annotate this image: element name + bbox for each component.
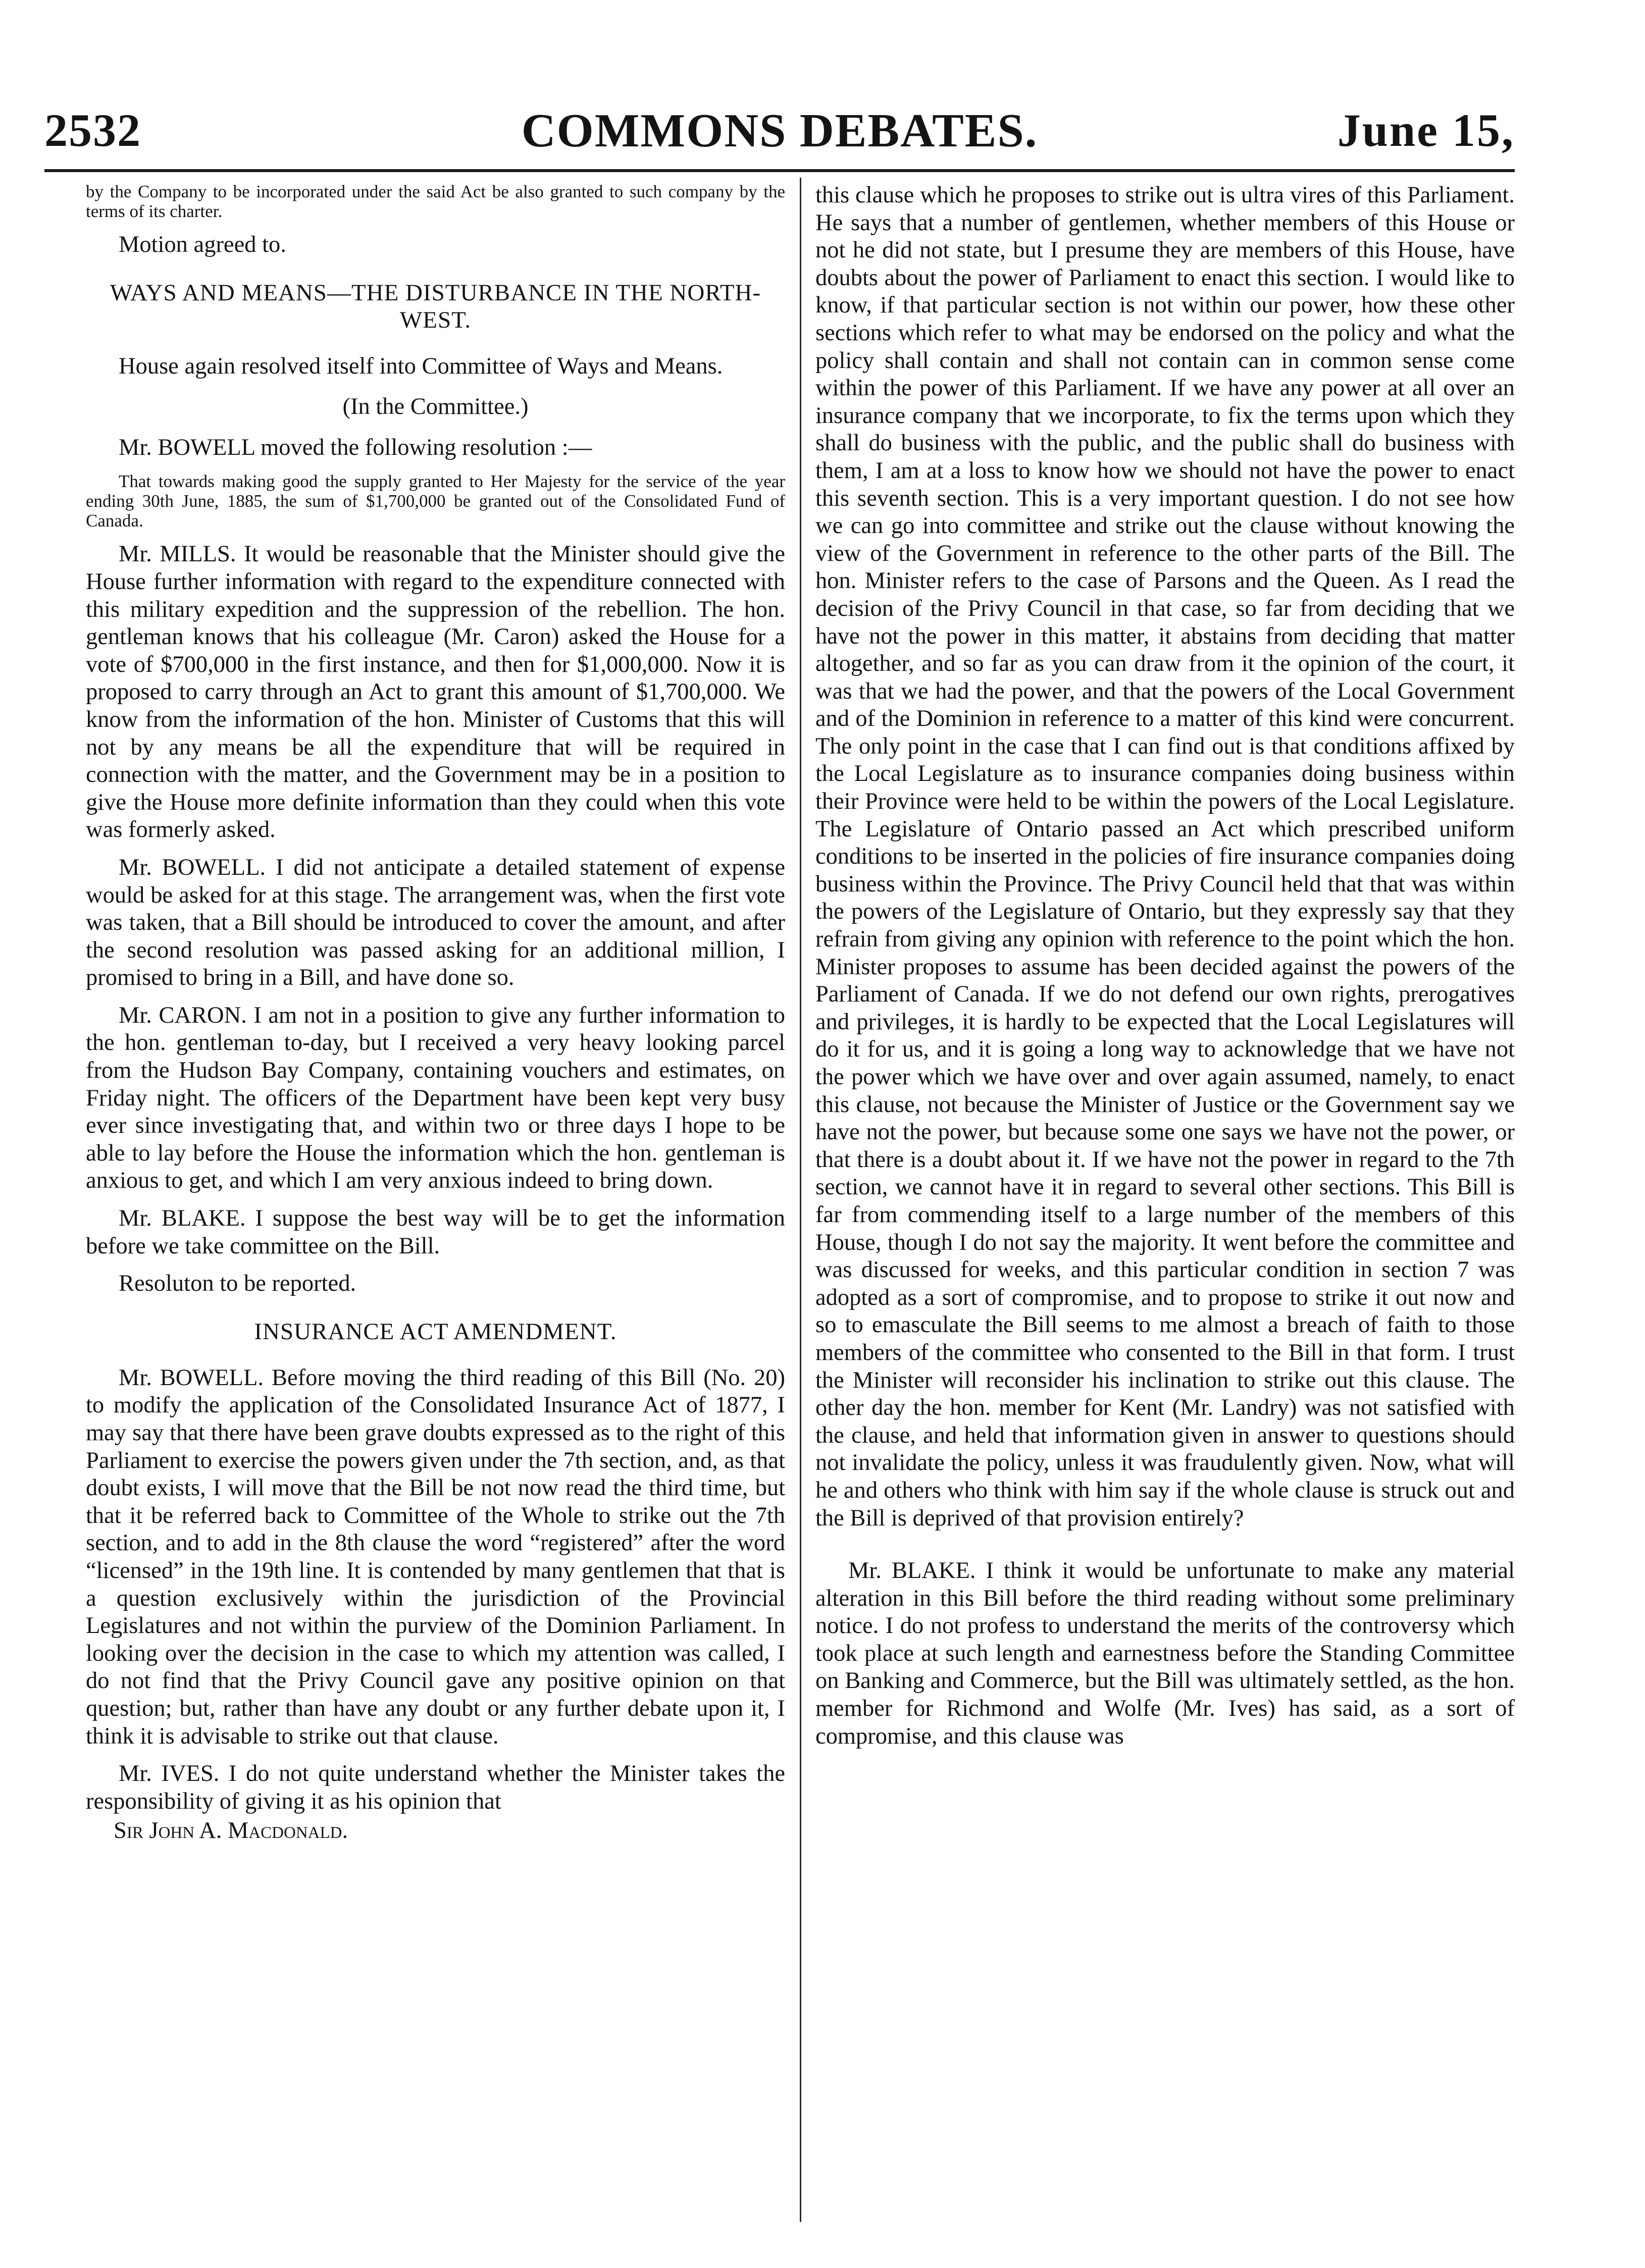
page-header (44, 103, 1515, 174)
speech-paragraph: Mr. BLAKE. I suppose the best way will be to get the information before we take committee on the Bill. (86, 1205, 785, 1259)
paragraph: Mr. BOWELL moved the following resolution :— (119, 434, 592, 460)
page-number: 2532 (44, 104, 141, 156)
paragraph: (In the Committee.) (342, 394, 529, 420)
header-rule (44, 169, 1515, 172)
page-title: COMMONS DEBATES. (521, 104, 1038, 157)
paragraph: Motion agreed to. (119, 232, 286, 257)
speech-paragraph: Mr. BOWELL. I did not anticipate a detailed statement of expense would be asked for at this stage. The arrangement was, when the first vote was taken, that a Bill should be introduced to cover the amount, and after the second resolution was passed asking for an additional million, I promised to bring in a Bill, and have done so. (86, 854, 785, 991)
speech-paragraph: Mr. BLAKE. I think it would be unfortunate to make any material alteration in this Bill before the third reading without some preliminary notice. I do not profess to understand the merits of the controversy which took place at such length and earnestness before the Standing Committee on Banking and Commerce, but the Bill was ultimately settled, as the hon. member for Richmond and Wolfe (Mr. Ives) has said, as a sort of compromise, and this clause was (815, 1558, 1515, 1749)
left-column (86, 182, 785, 1845)
page-date: June 15, (1337, 104, 1515, 156)
section-heading: WAYS AND MEANS—THE DISTURBANCE IN THE NORTH-WEST. (110, 279, 761, 333)
speech-paragraph: this clause which he proposes to strike out is ultra vires of this Parliament. He says that a number of gentlemen, whether members of this House or not he did not state, but I presume they are members of this House, have doubts about the power of Parliament to enact this section. I would like to know, if that particular section is not within our power, how these other sections which refer to what may be endorsed on the policy and what the policy shall contain and shall not contain can in common sense come within the power of this Parliament. If we have any power at all over an insurance company that we incorporate, to fix the terms upon which they shall do business with the public, and the public shall do business with them, I am at a loss to know how we should not have the power to enact this seventh section. This is a very important question. I do not see how we can go into committee and strike out the clause without knowing the view of the Government in reference to the other parts of the Bill. The hon. Minister refers to the case of Parsons and the Queen. As I read the decision of the Privy Council in that case, so far from deciding that we have not the power in this matter, it abstains from deciding that matter altogether, and so far as you can draw from it the opinion of the court, it was that we had the power, and that the powers of the Local Government and of the Dominion in reference to a matter of this kind were concurrent. The only point in the case that I can find out is that conditions affixed by the Local Legislature as to insurance companies doing business within their Province were held to be within the powers of the Local Legislature. The Legislature of Ontario passed an Act which prescribed uniform conditions to be inserted in the policies of fire insurance companies doing business within the Province. The Privy Council held that that was within the powers of the Legislature of Ontario, but they expressly say that they refrain from giving any opinion with reference to the point which the hon. Minister proposes to assume has been decided against the powers of the Parliament of Canada. If we do not defend our own rights, prerogatives and privileges, it is hardly to be expected that the Local Legislatures will do it for us, and it is going a long way to acknowledge that we have not the power which we have over and over again assumed, namely, to enact this clause, not because the Minister of Justice or the Government say we have not the power, but because some one says we have not the power, or that there is a doubt about it. If we have not the power in regard to the 7th section, we cannot have it in regard to several other sections. This Bill is far from commending itself to a large number of the members of this House, though I do not say the majority. It went before the committee and was discussed for weeks, and this particular condition in section 7 was adopted as a sort of compromise, and to propose to strike it out now and so to emasculate the Bill seems to me almost a breach of faith to those members of the committee who consented to the Bill in that form. I trust the Minister will reconsider his inclination to strike out this clause. The other day the hon. member for Kent (Mr. Landry) was not satisfied with the clause, and held that information given in answer to questions should not invalidate the policy, unless it was fraudulently given. Now, what will he and others who think with him say if the whole clause is struck out and the Bill is deprived of that provision entirely? (815, 182, 1515, 1531)
column-divider (800, 178, 801, 2222)
paragraph: House again resolved itself into Committee of Ways and Means. (119, 353, 723, 379)
section-heading: INSURANCE ACT AMENDMENT. (254, 1318, 617, 1345)
paragraph: by the Company to be incorporated under the said Act be also granted to such company by the terms of its charter. (86, 182, 785, 221)
speech-paragraph: Mr. CARON. I am not in a position to give any further information to the hon. gentleman to-day, but I received a very heavy looking parcel from the Hudson Bay Company, containing vouchers and estimates, on Friday night. The officers of the Department have been kept very busy ever since investigating that, and within two or three days I hope to be able to lay before the House the information which the hon. gentleman is anxious to get, and which I am very anxious indeed to bring down. (86, 1002, 785, 1194)
page-footer-name: Sir John A. Macdonald. (114, 1818, 348, 1844)
speech-paragraph: Mr. MILLS. It would be reasonable that the Minister should give the House further information with regard to the expenditure connected with this military expedition and the suppression of the rebellion. The hon. gentleman knows that his colleague (Mr. Caron) asked the House for a vote of $700,000 in the first instance, and then for $1,000,000. Now it is proposed to carry through an Act to grant this amount of $1,700,000. We know from the information of the hon. Minister of Customs that this will not by any means be all the expenditure that will be required in connection with the matter, and the Government may be in a position to give the House more definite information than they could when this vote was formerly asked. (86, 541, 785, 843)
speech-paragraph: Mr. BOWELL. Before moving the third reading of this Bill (No. 20) to modify the application of the Consolidated Insurance Act of 1877, I may say that there have been grave doubts expressed as to the right of this Parliament to exercise the powers given under the 7th section, and, as that doubt exists, I will move that the Bill be not now read the third time, but that it be referred back to Committee of the Whole to strike out the 7th section, and to add in the 8th clause the word “registered” after the word “licensed” in the 19th line. It is contended by many gentlemen that that is a question exclusively within the jurisdiction of the Provincial Legislatures and not within the purview of the Dominion Parliament. In looking over the decision in the case to which my attention was called, I do not find that the Privy Council gave any positive opinion on that question; but, rather than have any doubt or any further debate upon it, I think it is advisable to strike out that clause. (86, 1364, 785, 1749)
right-column (815, 182, 1515, 1750)
paragraph: Resoluton to be reported. (119, 1271, 356, 1297)
speech-paragraph: Mr. IVES. I do not quite understand whether the Minister takes the responsibility of giving it as his opinion that (86, 1761, 785, 1814)
resolution-text: That towards making good the supply granted to Her Majesty for the service of the year ending 30th June, 1885, the sum of $1,700,000 be granted out of the Consolidated Fund of Canada. (86, 471, 785, 531)
